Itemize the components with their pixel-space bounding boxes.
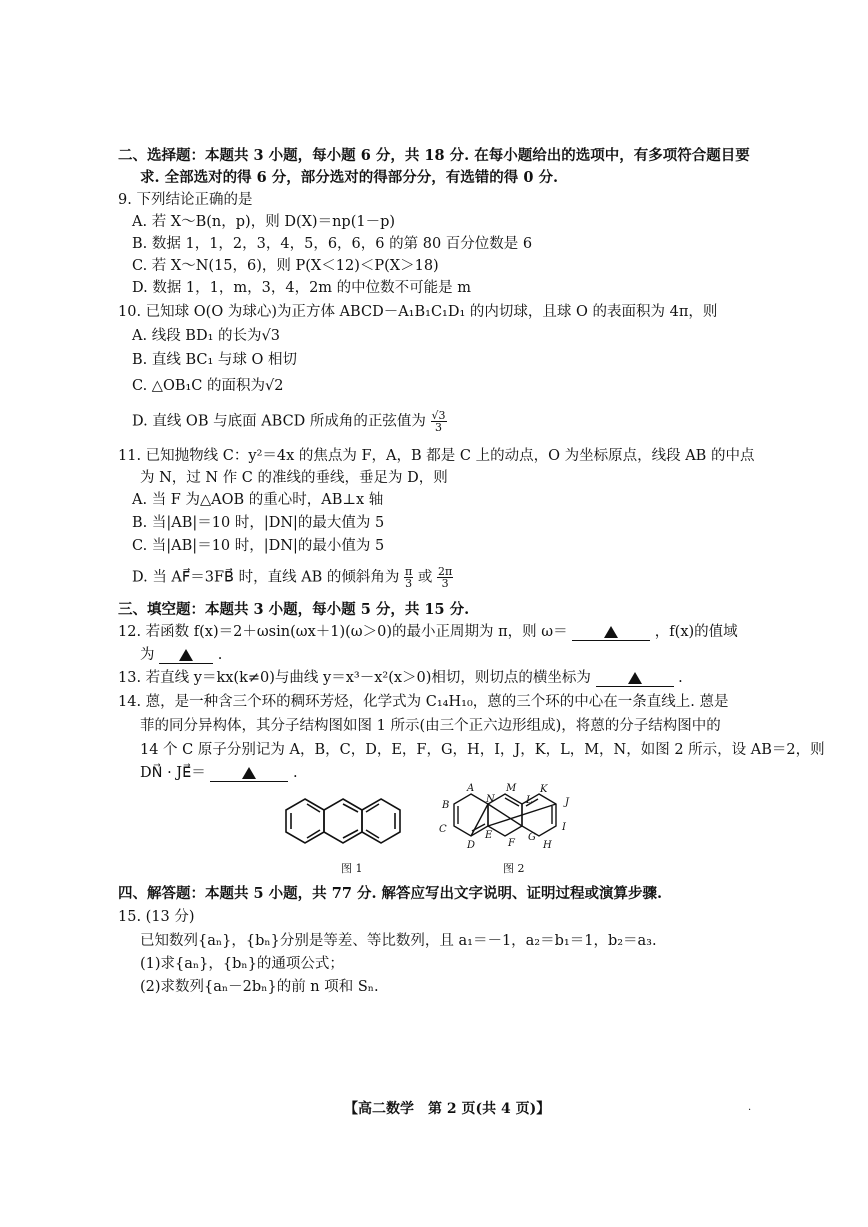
q12-text: 12. 若函数 f(x)＝2＋ωsin(ωx＋1)(ω＞0)的最小正周期为 π，则 ω＝	[118, 624, 568, 640]
q9-stem: 9. 下列结论正确的是	[118, 192, 253, 208]
label-e: E	[485, 830, 493, 841]
q15-stem: 15. (13 分)	[118, 909, 195, 925]
label-m: M	[506, 783, 517, 794]
labeled-structure-figure-2	[434, 782, 590, 862]
figure-1-caption: 图 1	[341, 862, 363, 875]
q12-answer-blank-2[interactable]	[159, 647, 213, 664]
q11-stem-line1: 11. 已知抛物线 C：y²＝4x 的焦点为 F，A，B 都是 C 上的动点，O 为坐标原点，线段 AB 的中点	[118, 448, 755, 464]
q14-answer-blank[interactable]	[210, 765, 288, 782]
label-f: F	[508, 838, 515, 849]
q11-option-c: C. 当|AB|＝10 时，|DN|的最小值为 5	[132, 538, 385, 554]
label-c: C	[439, 824, 447, 835]
label-n: N	[486, 794, 495, 805]
section3-heading: 三、填空题：本题共 3 小题，每小题 5 分，共 15 分.	[118, 601, 470, 618]
q14-line4-end: .	[293, 765, 298, 781]
q11-option-a: A. 当 F 为△AOB 的重心时，AB⊥x 轴	[132, 492, 384, 508]
q12-text-mid: ，f(x)的值域	[654, 624, 738, 640]
page-footer: 【高二数学 第 2 页(共 4 页)】	[344, 1101, 551, 1117]
q11-stem-line2: 为 N，过 N 作 C 的准线的垂线，垂足为 D，则	[140, 470, 448, 486]
figure-2-caption: 图 2	[503, 862, 525, 875]
q9-option-c: C. 若 X～N(15，6)，则 P(X＜12)＜P(X＞18)	[132, 258, 439, 274]
q10-option-d	[132, 410, 447, 433]
q10-option-c: C. △OB₁C 的面积为√2	[132, 378, 284, 394]
q15-part1: (1)求{aₙ}，{bₙ}的通项公式；	[140, 956, 344, 972]
q10-stem: 10. 已知球 O(O 为球心)为正方体 ABCD－A₁B₁C₁D₁ 的内切球，且球 O 的表面积为 4π，则	[118, 304, 718, 320]
q10-option-a: A. 线段 BD₁ 的长为√3	[132, 328, 280, 344]
q11-option-d-or: 或	[417, 569, 433, 586]
label-b: B	[442, 800, 450, 811]
label-a: A	[467, 783, 475, 794]
q13-text: 13. 若直线 y＝kx(k≠0)与曲线 y＝x³－x²(x＞0)相切，则切点的横坐标为	[118, 670, 591, 686]
q11-fraction1-denominator: 3	[405, 577, 413, 590]
q9-option-a: A. 若 X～B(n，p)，则 D(X)＝np(1－p)	[132, 214, 396, 230]
section2-heading-line2: 求. 全部选对的得 6 分，部分选对的得部分分，有选错的得 0 分.	[140, 169, 559, 186]
triangle-icon	[242, 767, 256, 779]
q12-line1	[118, 622, 738, 642]
q14-line2: 菲的同分异构体，其分子结构图如图 1 所示(由三个正六边形组成)，将蒽的分子结构图中的	[140, 718, 721, 734]
q11-option-b: B. 当|AB|＝10 时，|DN|的最大值为 5	[132, 515, 385, 531]
label-d: D	[467, 840, 476, 851]
q14-line3: 14 个 C 原子分别记为 A，B，C，D，E，F，G，H，I，J，K，L，M，N，如图 2 所示，设 AB＝2，则	[140, 742, 825, 758]
section4-heading: 四、解答题：本题共 5 小题，共 77 分. 解答应写出文字说明、证明过程或演算步骤.	[118, 885, 663, 902]
section2-heading-line1: 二、选择题：本题共 3 小题，每小题 6 分，共 18 分. 在每小题给出的选项中，有多项符合题目要	[118, 147, 750, 164]
q15-part2: (2)求数列{aₙ－2bₙ}的前 n 项和 Sₙ.	[140, 979, 379, 995]
q10-option-d-numerator: √3	[431, 409, 446, 422]
q12-line2-end: .	[217, 647, 223, 663]
q11-option-d-text: D. 当 AF⃗＝3FB⃗ 时，直线 AB 的倾斜角为	[132, 569, 400, 586]
q14-line4-text: DN⃗ · JE⃗＝	[140, 765, 206, 781]
q11-option-d-fraction2	[437, 566, 453, 589]
triangle-icon	[628, 672, 642, 684]
q9-option-b: B. 数据 1，1，2，3，4，5，6，6，6 的第 80 百分位数是 6	[132, 236, 533, 252]
q14-line4	[140, 763, 298, 783]
label-l: L	[526, 795, 533, 806]
q13-line	[118, 668, 683, 688]
q11-fraction1-numerator: π	[405, 565, 413, 578]
label-i: I	[562, 822, 566, 833]
label-h: H	[543, 840, 552, 851]
q15-line1: 已知数列{aₙ}，{bₙ}分别是等差、等比数列，且 a₁＝－1，a₂＝b₁＝1，b₂＝a₃.	[140, 933, 657, 949]
label-j: J	[565, 797, 570, 808]
label-k: K	[540, 784, 548, 795]
triangle-icon	[604, 626, 618, 638]
q12-line2	[140, 645, 222, 665]
triangle-icon	[179, 649, 193, 661]
anthracene-figure-1	[282, 793, 412, 857]
q14-line1: 14. 蒽，是一种含三个环的稠环芳烃，化学式为 C₁₄H₁₀，蒽的三个环的中心在一条直线上. 蒽是	[118, 694, 729, 710]
q13-answer-blank[interactable]	[596, 670, 674, 687]
q13-end: .	[678, 670, 683, 686]
q11-fraction2-numerator: 2π	[438, 565, 453, 578]
q11-option-d-fraction1	[404, 566, 413, 589]
q10-option-d-text: D. 直线 OB 与底面 ABCD 所成角的正弦值为	[132, 413, 426, 430]
q12-answer-blank-1[interactable]	[572, 624, 650, 641]
corner-mark: .	[748, 1102, 752, 1113]
q10-option-d-fraction	[431, 410, 447, 433]
q10-option-b: B. 直线 BC₁ 与球 O 相切	[132, 352, 298, 368]
q12-line2-text: 为	[140, 647, 155, 663]
q11-fraction2-denominator: 3	[441, 577, 449, 590]
q10-option-d-denominator: 3	[435, 421, 443, 434]
label-g: G	[528, 832, 536, 843]
q9-option-d: D. 数据 1，1，m，3，4，2m 的中位数不可能是 m	[132, 280, 472, 296]
q11-option-d	[132, 566, 453, 589]
